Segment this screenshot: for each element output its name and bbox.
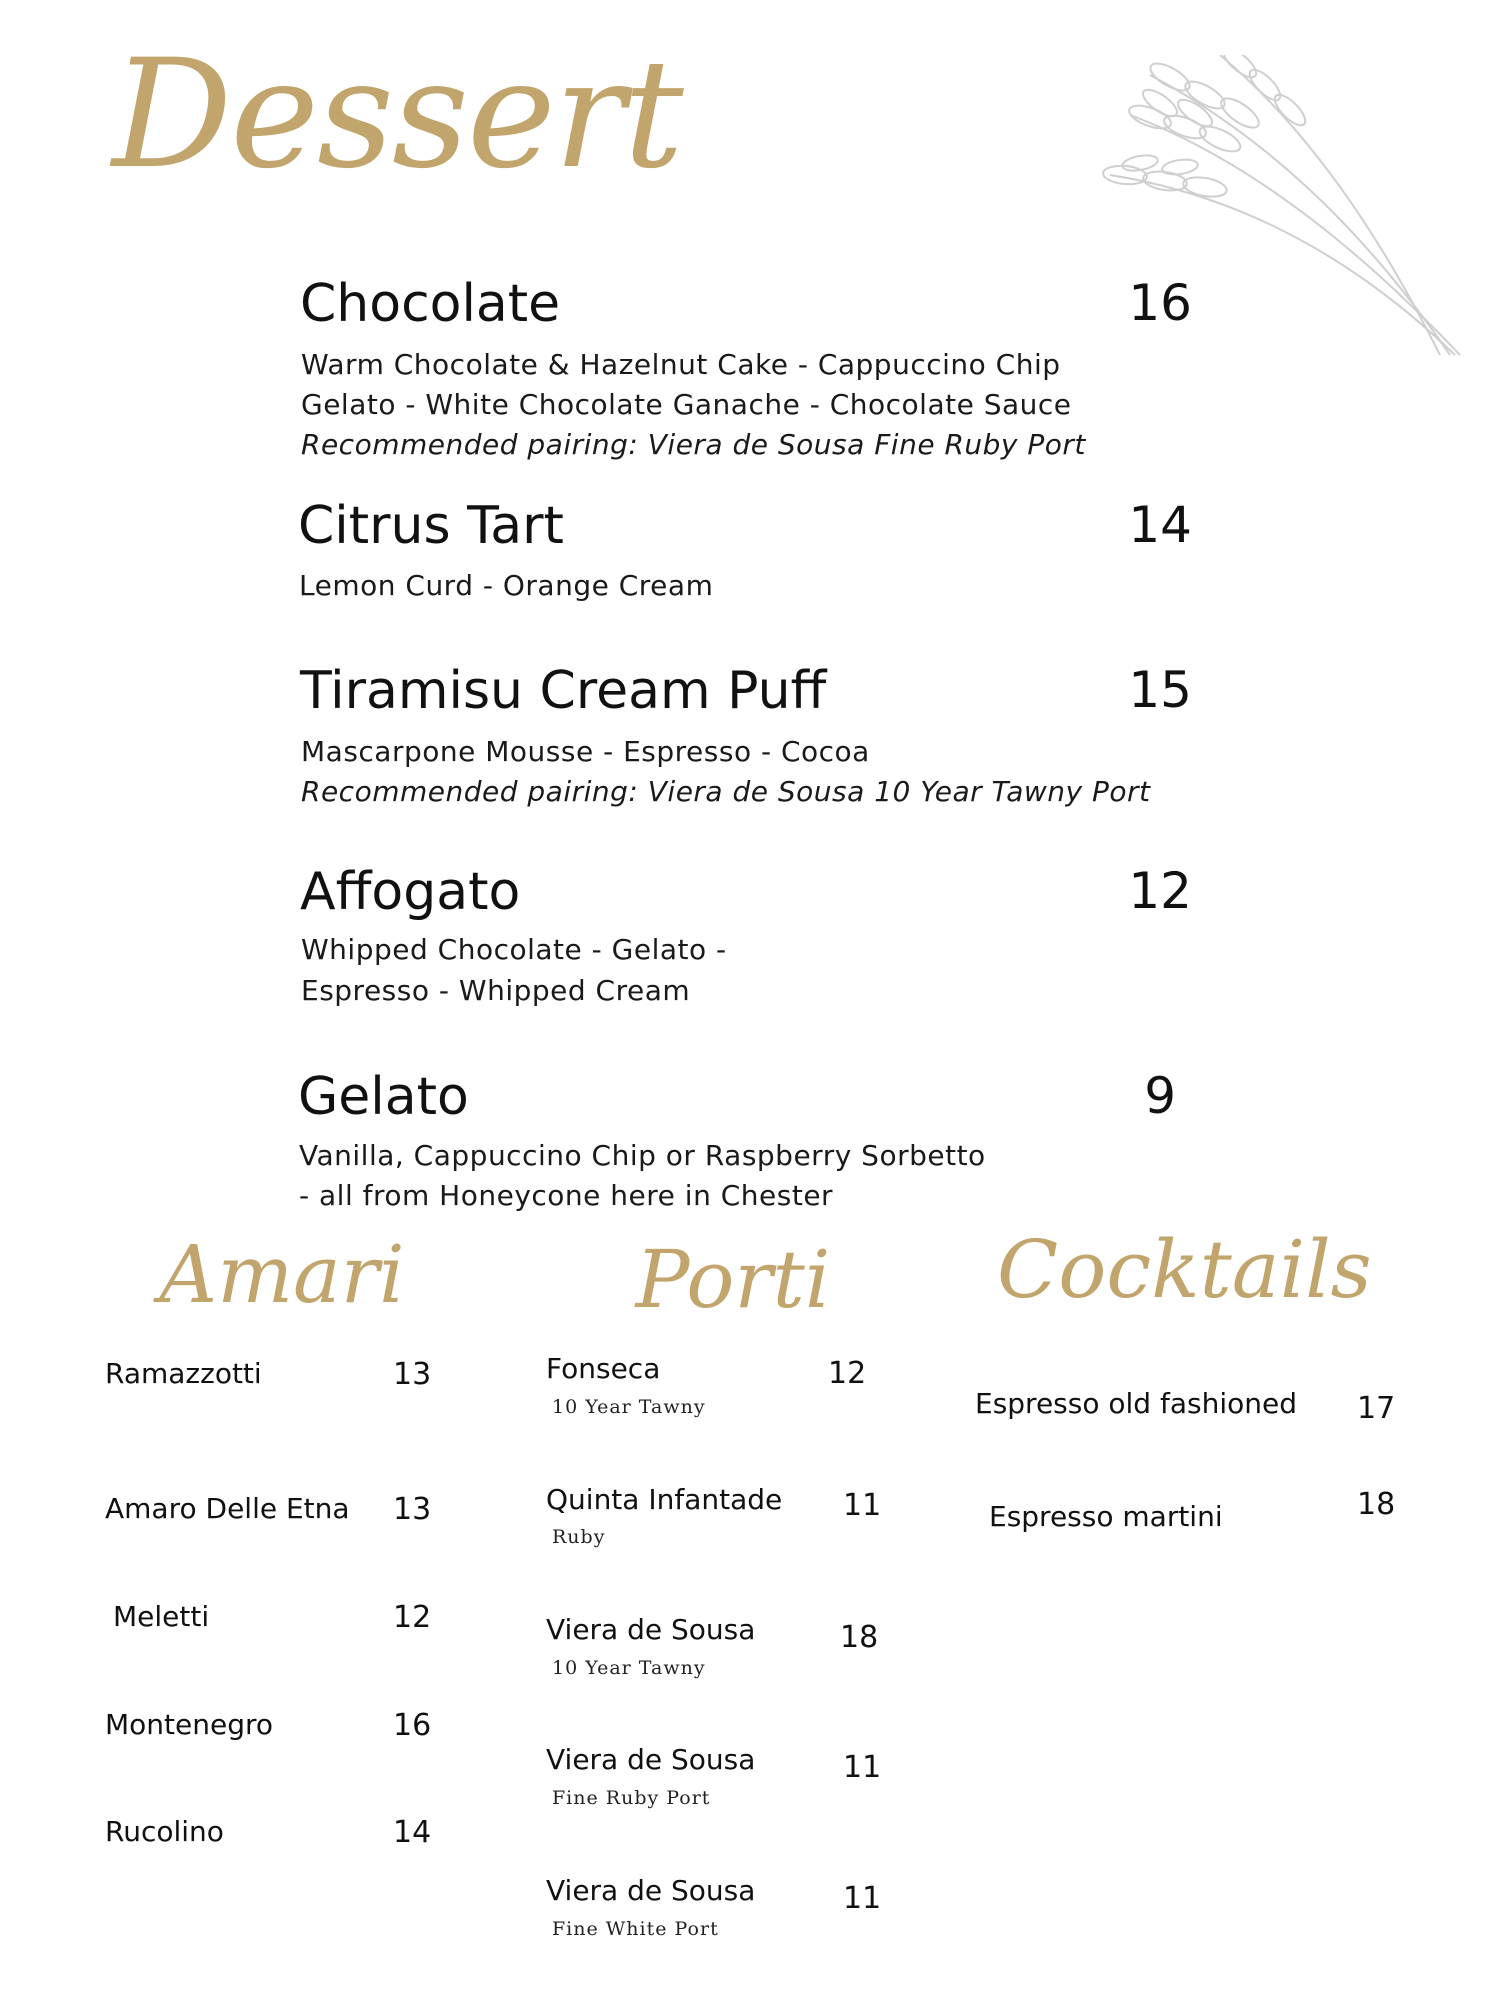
item-desc: Lemon Curd - Orange Cream — [299, 569, 714, 602]
item-desc: Mascarpone Mousse - Espresso - Cocoa — [301, 735, 870, 768]
porti-title: Porti — [635, 1233, 831, 1326]
drink-name: Espresso old fashioned — [975, 1387, 1297, 1420]
item-desc: Espresso - Whipped Cream — [301, 974, 691, 1007]
drink-price: 14 — [393, 1815, 432, 1850]
item-name: Citrus Tart — [298, 496, 564, 556]
item-desc: - all from Honeycone here in Chester — [299, 1179, 834, 1212]
drink-name: Meletti — [113, 1600, 210, 1633]
drink-price: 12 — [393, 1600, 432, 1635]
item-desc: Vanilla, Cappuccino Chip or Raspberry Sorbetto — [299, 1139, 986, 1172]
item-desc: Gelato - White Chocolate Ganache - Chocolate Sauce — [301, 388, 1072, 421]
item-name: Chocolate — [300, 274, 561, 334]
drink-price: 13 — [393, 1357, 432, 1392]
cocktails-title: Cocktails — [997, 1223, 1372, 1316]
drink-price: 13 — [393, 1492, 432, 1527]
drink-price: 16 — [393, 1708, 432, 1743]
drink-sub: Fine Ruby Port — [552, 1787, 711, 1809]
item-desc: Warm Chocolate & Hazelnut Cake - Cappuccino Chip — [301, 348, 1061, 381]
item-price: 12 — [1128, 862, 1192, 920]
drink-price: 11 — [843, 1750, 882, 1785]
drink-name: Ramazzotti — [105, 1357, 262, 1390]
item-pairing: Recommended pairing: Viera de Sousa Fine Ruby Port — [301, 428, 1086, 461]
item-name: Affogato — [300, 862, 521, 922]
drink-name: Amaro Delle Etna — [105, 1492, 350, 1525]
item-price: 9 — [1144, 1067, 1176, 1125]
item-name: Tiramisu Cream Puff — [300, 661, 827, 721]
amari-title: Amari — [159, 1228, 405, 1321]
drink-name: Quinta Infantade — [546, 1483, 783, 1516]
item-price: 14 — [1128, 496, 1192, 554]
drink-price: 18 — [840, 1620, 879, 1655]
item-price: 15 — [1128, 661, 1192, 719]
drink-price: 18 — [1357, 1487, 1396, 1522]
drink-sub: 10 Year Tawny — [552, 1657, 706, 1679]
drink-price: 11 — [843, 1881, 882, 1916]
drink-price: 12 — [828, 1356, 867, 1391]
item-pairing: Recommended pairing: Viera de Sousa 10 Year Tawny Port — [301, 775, 1151, 808]
item-desc: Whipped Chocolate - Gelato - — [301, 933, 727, 966]
item-name: Gelato — [298, 1067, 469, 1127]
page-title: Dessert — [112, 28, 682, 202]
drink-sub: Fine White Port — [552, 1918, 719, 1940]
drink-sub: 10 Year Tawny — [552, 1396, 706, 1418]
drink-name: Viera de Sousa — [546, 1743, 756, 1776]
drink-price: 17 — [1357, 1391, 1396, 1426]
item-price: 16 — [1128, 274, 1192, 332]
drink-sub: Ruby — [552, 1526, 606, 1548]
drink-name: Viera de Sousa — [546, 1874, 756, 1907]
drink-price: 11 — [843, 1488, 882, 1523]
drink-name: Espresso martini — [989, 1500, 1223, 1533]
drink-name: Montenegro — [105, 1708, 274, 1741]
drink-name: Rucolino — [105, 1815, 224, 1848]
drink-name: Viera de Sousa — [546, 1613, 756, 1646]
drink-name: Fonseca — [546, 1352, 661, 1385]
